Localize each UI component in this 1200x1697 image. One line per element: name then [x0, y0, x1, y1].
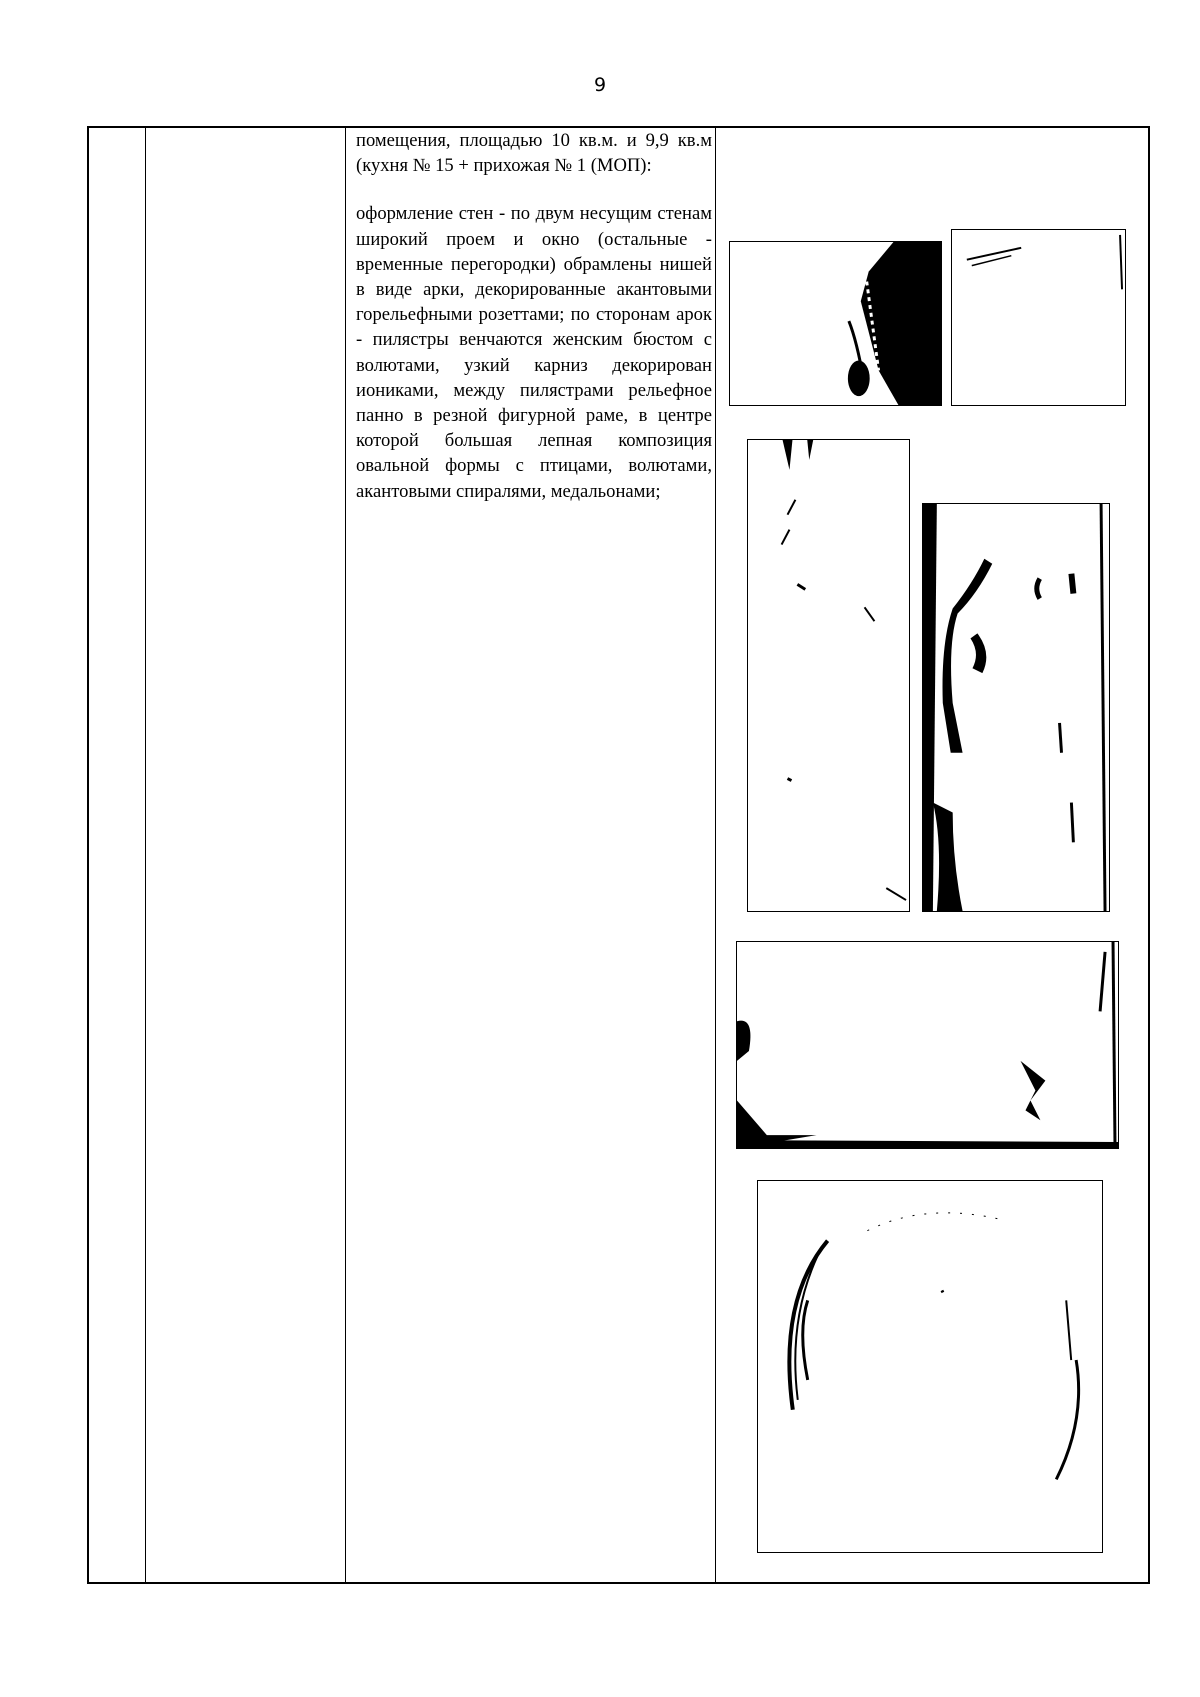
column-divider	[145, 128, 146, 1582]
description-cell	[356, 128, 712, 504]
photo-panel-frame	[736, 941, 1119, 1149]
description-paragraph: помещения, площадью 10 кв.м. и 9,9 кв.м (кухня № 15 + прихожая № 1 (МОП):	[356, 130, 712, 177]
column-divider	[715, 128, 716, 1582]
description-paragraph: оформление стен - по двум несущим стенам широкий проем и окно (остальные - временные перегородки) обрамлены нишей в виде арки, декорированные акантовыми горельефными розеттами; по сторонам арок - пилястры венчаются женским бюстом с волютами, узкий карниз декорирован иониками, между пилястрами рельефное панно в резной фигурной раме, в центре которой большая лепная композиция овальной формы с птицами, волютами, акантовыми спиралями, медальонами;	[356, 203, 712, 502]
description-table	[87, 126, 1150, 1584]
page-number: 9	[593, 74, 607, 96]
photo-wall-corner	[951, 229, 1126, 406]
photo-arch-detail	[729, 241, 942, 406]
photo-oval-composition	[757, 1180, 1103, 1553]
column-divider	[345, 128, 346, 1582]
photo-pilaster	[747, 439, 910, 912]
photo-relief-figure	[922, 503, 1110, 912]
